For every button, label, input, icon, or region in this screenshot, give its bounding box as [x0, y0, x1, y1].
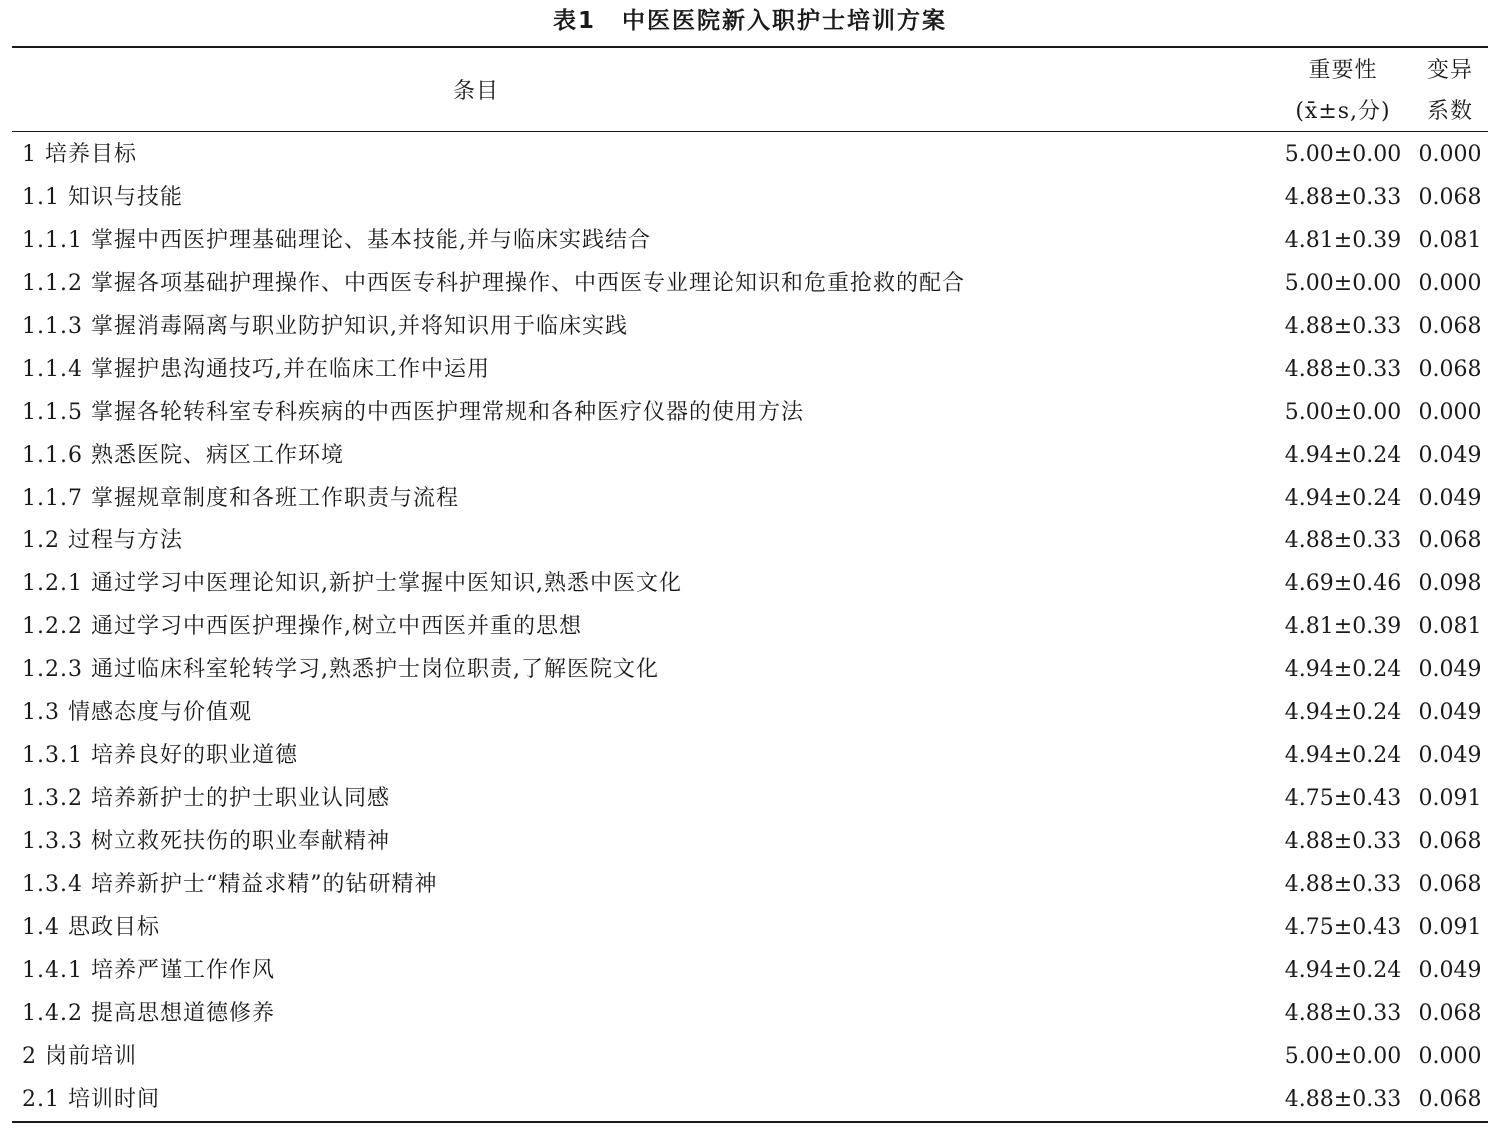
table-row [0, 950, 1500, 993]
row-importance: 4.94±0.24 [1284, 700, 1402, 726]
table-row [0, 177, 1500, 220]
row-cv: 0.068 [1418, 829, 1482, 854]
row-cv: 0.091 [1418, 786, 1482, 812]
row-item: 1.1.1 掌握中西医护理基础理论、基本技能,并与临床实践结合 [22, 227, 651, 253]
row-cv: 0.081 [1418, 227, 1482, 253]
row-cv: 0.049 [1418, 700, 1482, 726]
header-rule [12, 131, 1488, 132]
row-importance: 4.94±0.24 [1284, 485, 1402, 511]
row-importance: 4.75±0.43 [1284, 914, 1402, 940]
row-item: 1.4.2 提高思想道德修养 [22, 1000, 275, 1026]
row-cv: 0.068 [1418, 313, 1482, 339]
row-cv: 0.049 [1418, 957, 1482, 983]
row-cv: 0.049 [1418, 657, 1482, 683]
row-importance: 4.94±0.24 [1284, 957, 1402, 983]
table-caption: 中医医院新入职护士培训方案 [622, 8, 947, 34]
row-cv: 0.000 [1418, 270, 1482, 296]
table-row [0, 1079, 1500, 1122]
row-importance: 4.94±0.24 [1284, 743, 1402, 769]
table-row [0, 821, 1500, 864]
row-importance: 4.88±0.33 [1284, 829, 1402, 854]
header-cv-line2: 系数 [1426, 99, 1473, 124]
header-importance [1276, 56, 1410, 127]
row-item: 1.4 思政目标 [22, 914, 160, 940]
row-cv: 0.049 [1418, 743, 1482, 769]
table-row [0, 263, 1500, 306]
row-importance: 4.88±0.33 [1284, 1000, 1402, 1026]
row-cv: 0.068 [1418, 1086, 1482, 1112]
table-row [0, 478, 1500, 521]
row-cv: 0.000 [1418, 1043, 1482, 1069]
row-item: 1.2.1 通过学习中医理论知识,新护士掌握中医知识,熟悉中医文化 [22, 571, 682, 597]
row-importance: 4.81±0.39 [1284, 227, 1402, 253]
row-cv: 0.049 [1418, 485, 1482, 511]
row-item: 1.3 情感态度与价值观 [22, 700, 252, 726]
top-rule [12, 46, 1488, 48]
row-cv: 0.081 [1418, 614, 1482, 640]
row-item: 1.2.3 通过临床科室轮转学习,熟悉护士岗位职责,了解医院文化 [22, 657, 659, 683]
table-row [0, 993, 1500, 1036]
row-cv: 0.098 [1418, 571, 1482, 597]
row-importance: 4.94±0.24 [1284, 442, 1402, 468]
row-cv: 0.000 [1418, 399, 1482, 425]
row-item: 1.1.6 熟悉医院、病区工作环境 [22, 442, 344, 468]
table-row [0, 907, 1500, 950]
header-importance-line2: (x̄±s,分) [1295, 99, 1391, 124]
table-title [0, 4, 1500, 38]
row-importance: 4.88±0.33 [1284, 528, 1402, 554]
header-cv-line1: 变异 [1426, 58, 1473, 83]
table-row [0, 692, 1500, 735]
row-importance: 4.88±0.33 [1284, 871, 1402, 897]
row-item: 1.3.1 培养良好的职业道德 [22, 743, 298, 769]
row-cv: 0.068 [1418, 356, 1482, 382]
table-row [0, 649, 1500, 692]
table-row [0, 349, 1500, 392]
row-cv: 0.068 [1418, 1000, 1482, 1026]
table-row [0, 220, 1500, 263]
row-cv: 0.000 [1418, 142, 1482, 167]
row-item: 1.2.2 通过学习中西医护理操作,树立中西医并重的思想 [22, 614, 582, 640]
row-importance: 4.88±0.33 [1284, 313, 1402, 339]
row-item: 1.3.3 树立救死扶伤的职业奉献精神 [22, 829, 390, 854]
row-importance: 5.00±0.00 [1284, 270, 1402, 296]
row-item: 1.1 知识与技能 [22, 184, 183, 210]
row-cv: 0.068 [1418, 184, 1482, 210]
row-importance: 4.88±0.33 [1284, 356, 1402, 382]
table-row [0, 392, 1500, 435]
table-row [0, 778, 1500, 821]
table-row [0, 606, 1500, 649]
row-item: 2 岗前培训 [22, 1043, 137, 1069]
table-row [0, 864, 1500, 907]
row-item: 1.1.5 掌握各轮转科室专科疾病的中西医护理常规和各种医疗仪器的使用方法 [22, 399, 804, 425]
table-row [0, 134, 1500, 177]
row-importance: 5.00±0.00 [1284, 399, 1402, 425]
row-item: 1.1.7 掌握规章制度和各班工作职责与流程 [22, 485, 459, 511]
row-item: 1.3.4 培养新护士“精益求精”的钻研精神 [22, 871, 438, 897]
table-row [0, 435, 1500, 478]
row-cv: 0.049 [1418, 442, 1482, 468]
row-item: 1 培养目标 [22, 142, 137, 167]
row-item: 1.3.2 培养新护士的护士职业认同感 [22, 786, 390, 812]
table-row [0, 306, 1500, 349]
row-item: 1.1.3 掌握消毒隔离与职业防护知识,并将知识用于临床实践 [22, 313, 628, 339]
row-item: 1.4.1 培养严谨工作作风 [22, 957, 275, 983]
row-item: 2.1 培训时间 [22, 1086, 160, 1112]
row-importance: 4.94±0.24 [1284, 657, 1402, 683]
table-row [0, 520, 1500, 563]
row-importance: 4.69±0.46 [1284, 571, 1402, 597]
header-importance-line1: 重要性 [1308, 58, 1378, 83]
row-cv: 0.068 [1418, 528, 1482, 554]
table-row [0, 735, 1500, 778]
table-row [0, 1036, 1500, 1079]
header-cv [1412, 56, 1488, 127]
table-body [0, 134, 1500, 1122]
row-importance: 4.75±0.43 [1284, 786, 1402, 812]
row-importance: 4.88±0.33 [1284, 1086, 1402, 1112]
row-importance: 5.00±0.00 [1284, 142, 1402, 167]
header-item: 条目 [452, 79, 499, 104]
table-row [0, 563, 1500, 606]
row-cv: 0.091 [1418, 914, 1482, 940]
table-number: 表1 [552, 8, 596, 34]
bottom-rule [12, 1121, 1488, 1123]
row-importance: 4.88±0.33 [1284, 184, 1402, 210]
row-item: 1.1.2 掌握各项基础护理操作、中西医专科护理操作、中西医专业理论知识和危重抢救的配合 [22, 270, 965, 296]
row-importance: 5.00±0.00 [1284, 1043, 1402, 1069]
row-item: 1.1.4 掌握护患沟通技巧,并在临床工作中运用 [22, 356, 490, 382]
row-cv: 0.068 [1418, 871, 1482, 897]
row-item: 1.2 过程与方法 [22, 528, 183, 554]
row-importance: 4.81±0.39 [1284, 614, 1402, 640]
